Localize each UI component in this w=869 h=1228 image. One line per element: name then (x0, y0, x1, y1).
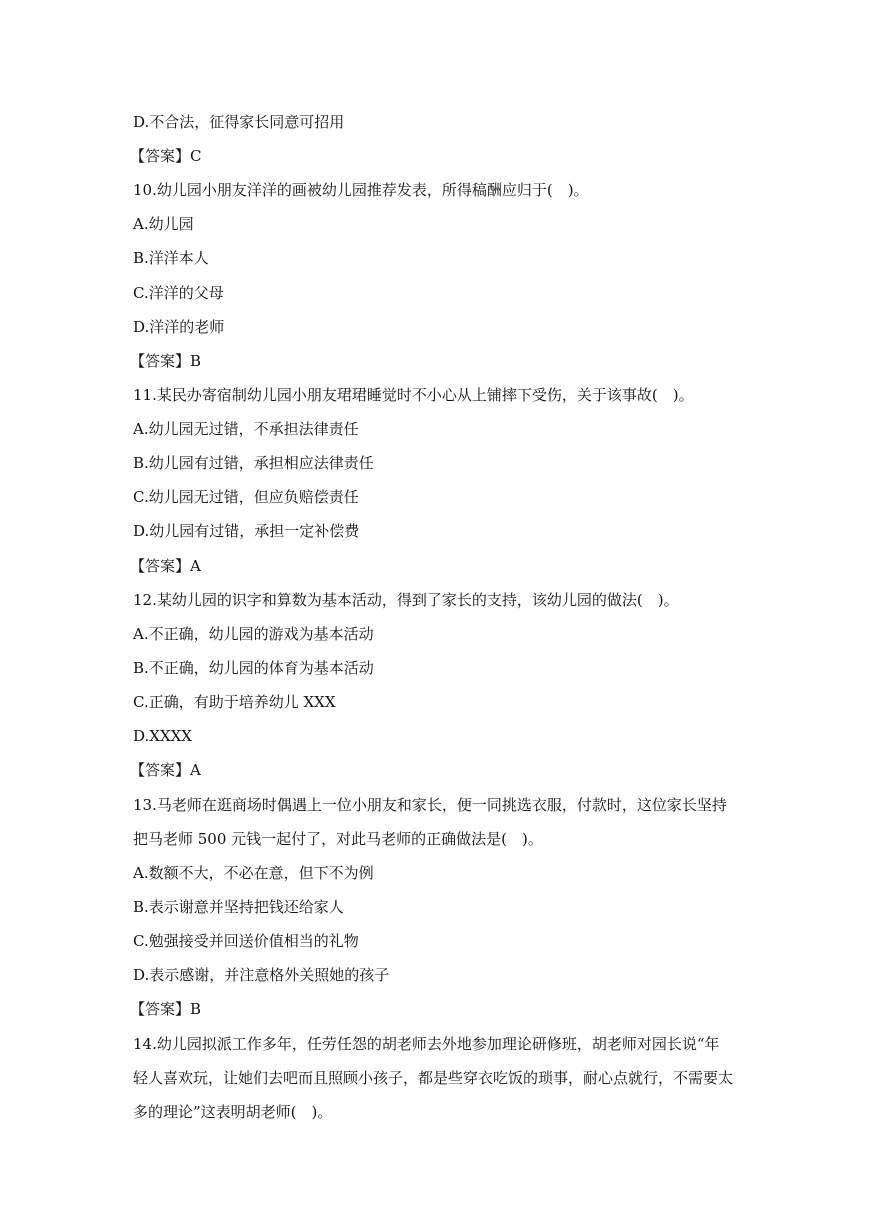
q12-option-c: C.正确，有助于培养幼儿 XXX (133, 693, 336, 711)
q11-option-b: B.幼儿园有过错，承担相应法律责任 (133, 454, 374, 472)
q13-answer: 【答案】B (130, 1000, 202, 1018)
q13-option-b: B.表示谢意并坚持把钱还给家人 (133, 898, 344, 916)
q13-option-c: C.勉强接受并回送价值相当的礼物 (133, 932, 359, 950)
q14-stem-line3: 多的理论”这表明胡老师( )。 (133, 1103, 333, 1121)
q10-option-c: C.洋洋的父母 (133, 284, 224, 302)
q14-stem-line2: 轻人喜欢玩，让她们去吧而且照顾小孩子，都是些穿衣吃饭的琐事，耐心点就行，不需要太 (133, 1069, 734, 1087)
q12-stem: 12.某幼儿园的识字和算数为基本活动，得到了家长的支持，该幼儿园的做法( )。 (133, 591, 679, 609)
q12-answer: 【答案】A (130, 761, 201, 779)
q13-stem-line1: 13.马老师在逛商场时偶遇上一位小朋友和家长，便一同挑选衣服，付款时，这位家长坚持 (133, 796, 727, 814)
q12-option-b: B.不正确，幼儿园的体育为基本活动 (133, 659, 374, 677)
q11-option-d: D.幼儿园有过错，承担一定补偿费 (133, 522, 360, 540)
q10-option-d: D.洋洋的老师 (133, 318, 225, 336)
q10-option-b: B.洋洋本人 (133, 249, 209, 267)
q11-option-c: C.幼儿园无过错，但应负赔偿责任 (133, 488, 359, 506)
q10-stem: 10.幼儿园小朋友洋洋的画被幼儿园推荐发表，所得稿酬应归于( )。 (133, 181, 589, 199)
q11-answer: 【答案】A (130, 557, 201, 575)
q13-option-a: A.数额不大，不必在意，但下不为例 (133, 864, 374, 882)
q9-answer: 【答案】C (130, 147, 202, 165)
q10-option-a: A.幼儿园 (133, 215, 194, 233)
q10-answer: 【答案】B (130, 352, 202, 370)
q13-option-d: D.表示感谢，并注意格外关照她的孩子 (133, 966, 390, 984)
q14-stem-line1: 14.幼儿园拟派工作多年，任劳任怨的胡老师去外地参加理论研修班，胡老师对园长说“年 (133, 1035, 720, 1053)
q13-stem-line2: 把马老师 500 元钱一起付了，对此马老师的正确做法是( )。 (133, 830, 543, 848)
q11-option-a: A.幼儿园无过错，不承担法律责任 (133, 420, 359, 438)
q12-option-a: A.不正确，幼儿园的游戏为基本活动 (133, 625, 374, 643)
q11-stem: 11.某民办寄宿制幼儿园小朋友珺珺睡觉时不小心从上铺摔下受伤，关于该事故( )。 (133, 386, 694, 404)
q9-option-d: D.不合法，征得家长同意可招用 (133, 113, 345, 131)
q12-option-d: D.XXXX (133, 727, 192, 745)
